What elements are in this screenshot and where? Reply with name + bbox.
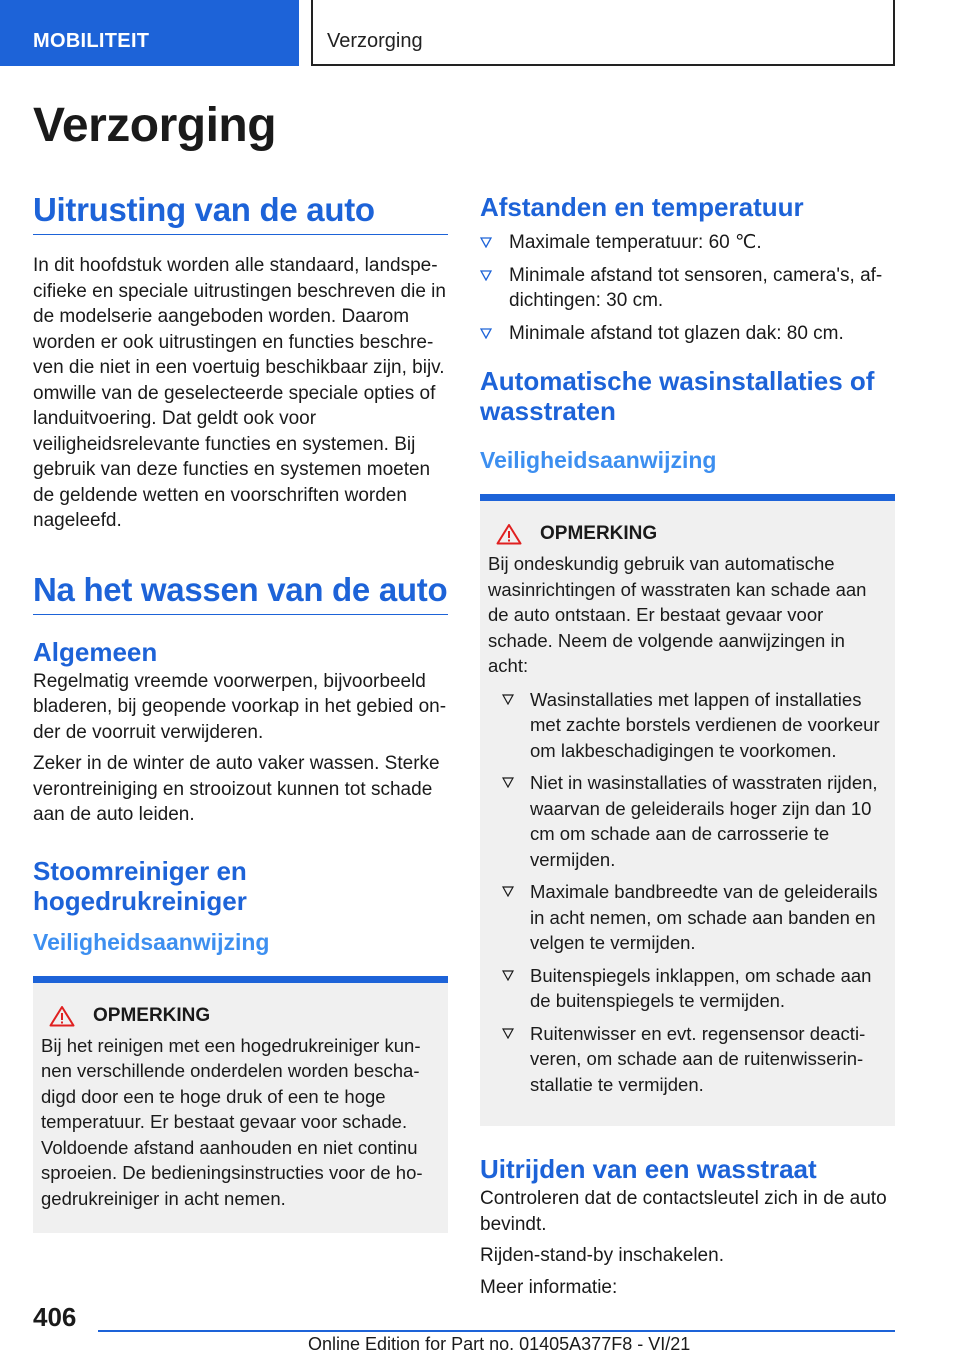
triangle-bullet-icon [502,693,514,705]
paragraph-drive-out-3: Meer informatie: [480,1276,618,1298]
paragraph-general-1: Regelmatig vreemde voorwerpen, bijvoorbeeld bladeren, bij geopende voorkap in het gebied onder de voorruit verwijderen. [33,670,447,743]
list-item: Ruitenwisser en evt. regensensor deactiveren, om schade aan de ruitenwisserinstallatie te vermijden. [488,1021,887,1098]
warning-note-right [480,494,895,1126]
paragraph-drive-out-1: Controleren dat de contactsleutel zich in de auto bevindt. [480,1188,887,1235]
chapter-tab: Verzorging [311,0,895,66]
warning-triangle-icon [496,523,522,545]
heading-safety-right: Veiligheidsaanwijzing [480,447,717,473]
footer-divider [98,1330,895,1332]
heading-equipment: Uitrusting van de auto [33,190,448,235]
page-number: 406 [33,1302,77,1332]
warning-triangle-icon [49,1005,75,1027]
edition-text: Online Edition for Part no. 01405A377F8 - VI/21 [308,1334,691,1354]
list-item: Buitenspiegels inklappen, om schade aan de buitenspiegels te vermijden. [488,963,887,1014]
section-tab: MOBILITEIT [0,0,299,66]
paragraph-drive-out-2: Rijden-stand-by inschakelen. [480,1245,724,1266]
page-header [0,0,960,66]
heading-distances: Afstanden en temperatuur [480,192,804,222]
right-column [480,190,895,1300]
heading-after-wash: Na het wassen van de auto [33,570,448,615]
note-label-right: OPMERKING [540,523,658,544]
carwash-advice-list [488,687,887,1098]
list-item: Maximale temperatuur: 60 ℃. [480,230,895,256]
triangle-bullet-icon [480,327,492,339]
triangle-bullet-icon [480,236,492,248]
heading-carwash: Automatische wasinstallaties of wasstraten [480,366,875,426]
heading-drive-out: Uitrijden van een wasstraat [480,1154,817,1184]
list-item: Wasinstallaties met lappen of installaties met zachte borstels verdienen de voorkeur om lakbeschadigingen te voorkomen. [488,687,887,764]
note-text-left: Bij het reinigen met een hogedrukreiniger kunnen verschillende onderdelen worden beschadigd door een te hoge druk of een te hoge temperatuur. Er bestaat gevaar voor schade. Voldoende afstand aanhouden en niet continu sproeien. De bedieningsinstructies voor de hogedrukreiniger in acht nemen. [41,1034,423,1209]
list-item: Maximale bandbreedte van de geleiderails in acht nemen, om schade aan banden en velgen te vermijden. [488,879,887,956]
list-item: Niet in wasinstallaties of wasstraten rijden, waarvan de geleiderails hoger zijn dan 10 cm om schade aan de carrosserie te vermijden. [488,770,887,872]
note-label-left: OPMERKING [93,1004,211,1026]
list-item: Minimale afstand tot glazen dak: 80 cm. [480,321,895,347]
triangle-bullet-icon [502,885,514,897]
heading-steam-cleaner: Stoomreiniger en hogedrukreiniger [33,855,247,916]
triangle-bullet-icon [502,969,514,981]
page-title: Verzorging [33,99,277,152]
triangle-bullet-icon [502,1027,514,1039]
left-column [33,190,448,1233]
paragraph-equipment: In dit hoofdstuk worden alle standaard, landspecifieke en speciale uitrustingen beschreven die in de modelserie aangeboden worden. Daarom worden er ook uitrustingen en functies beschreven die niet in een voertuig beschikbaar zijn, bijv. omwille van de geselecteerde speciale opties of landuitvoering. Dat geldt ook voor veiligheidsrelevante functies en systemen. Bij gebruik van deze functies en systemen moeten de geldende wetten en voorschriften worden nageleefd. [33,255,446,531]
paragraph-general-2: Zeker in de winter de auto vaker wassen. Sterke verontreiniging en strooizout kunnen tot schade aan de auto leiden. [33,753,440,825]
triangle-bullet-icon [502,776,514,788]
triangle-bullet-icon [480,269,492,281]
note-text-right: Bij ondeskundig gebruik van automatische wasinrichtingen of wasstraten kan schade aan de auto ontstaan. Er bestaat gevaar voor schade. Neem de volgende aanwijzingen in acht: [488,553,867,676]
distances-list [480,230,895,346]
heading-general: Algemeen [33,636,158,667]
list-item: Minimale afstand tot sensoren, camera's, afdichtingen: 30 cm. [480,263,895,314]
warning-note-left [33,976,448,1234]
heading-safety-left: Veiligheidsaanwijzing [33,928,270,955]
